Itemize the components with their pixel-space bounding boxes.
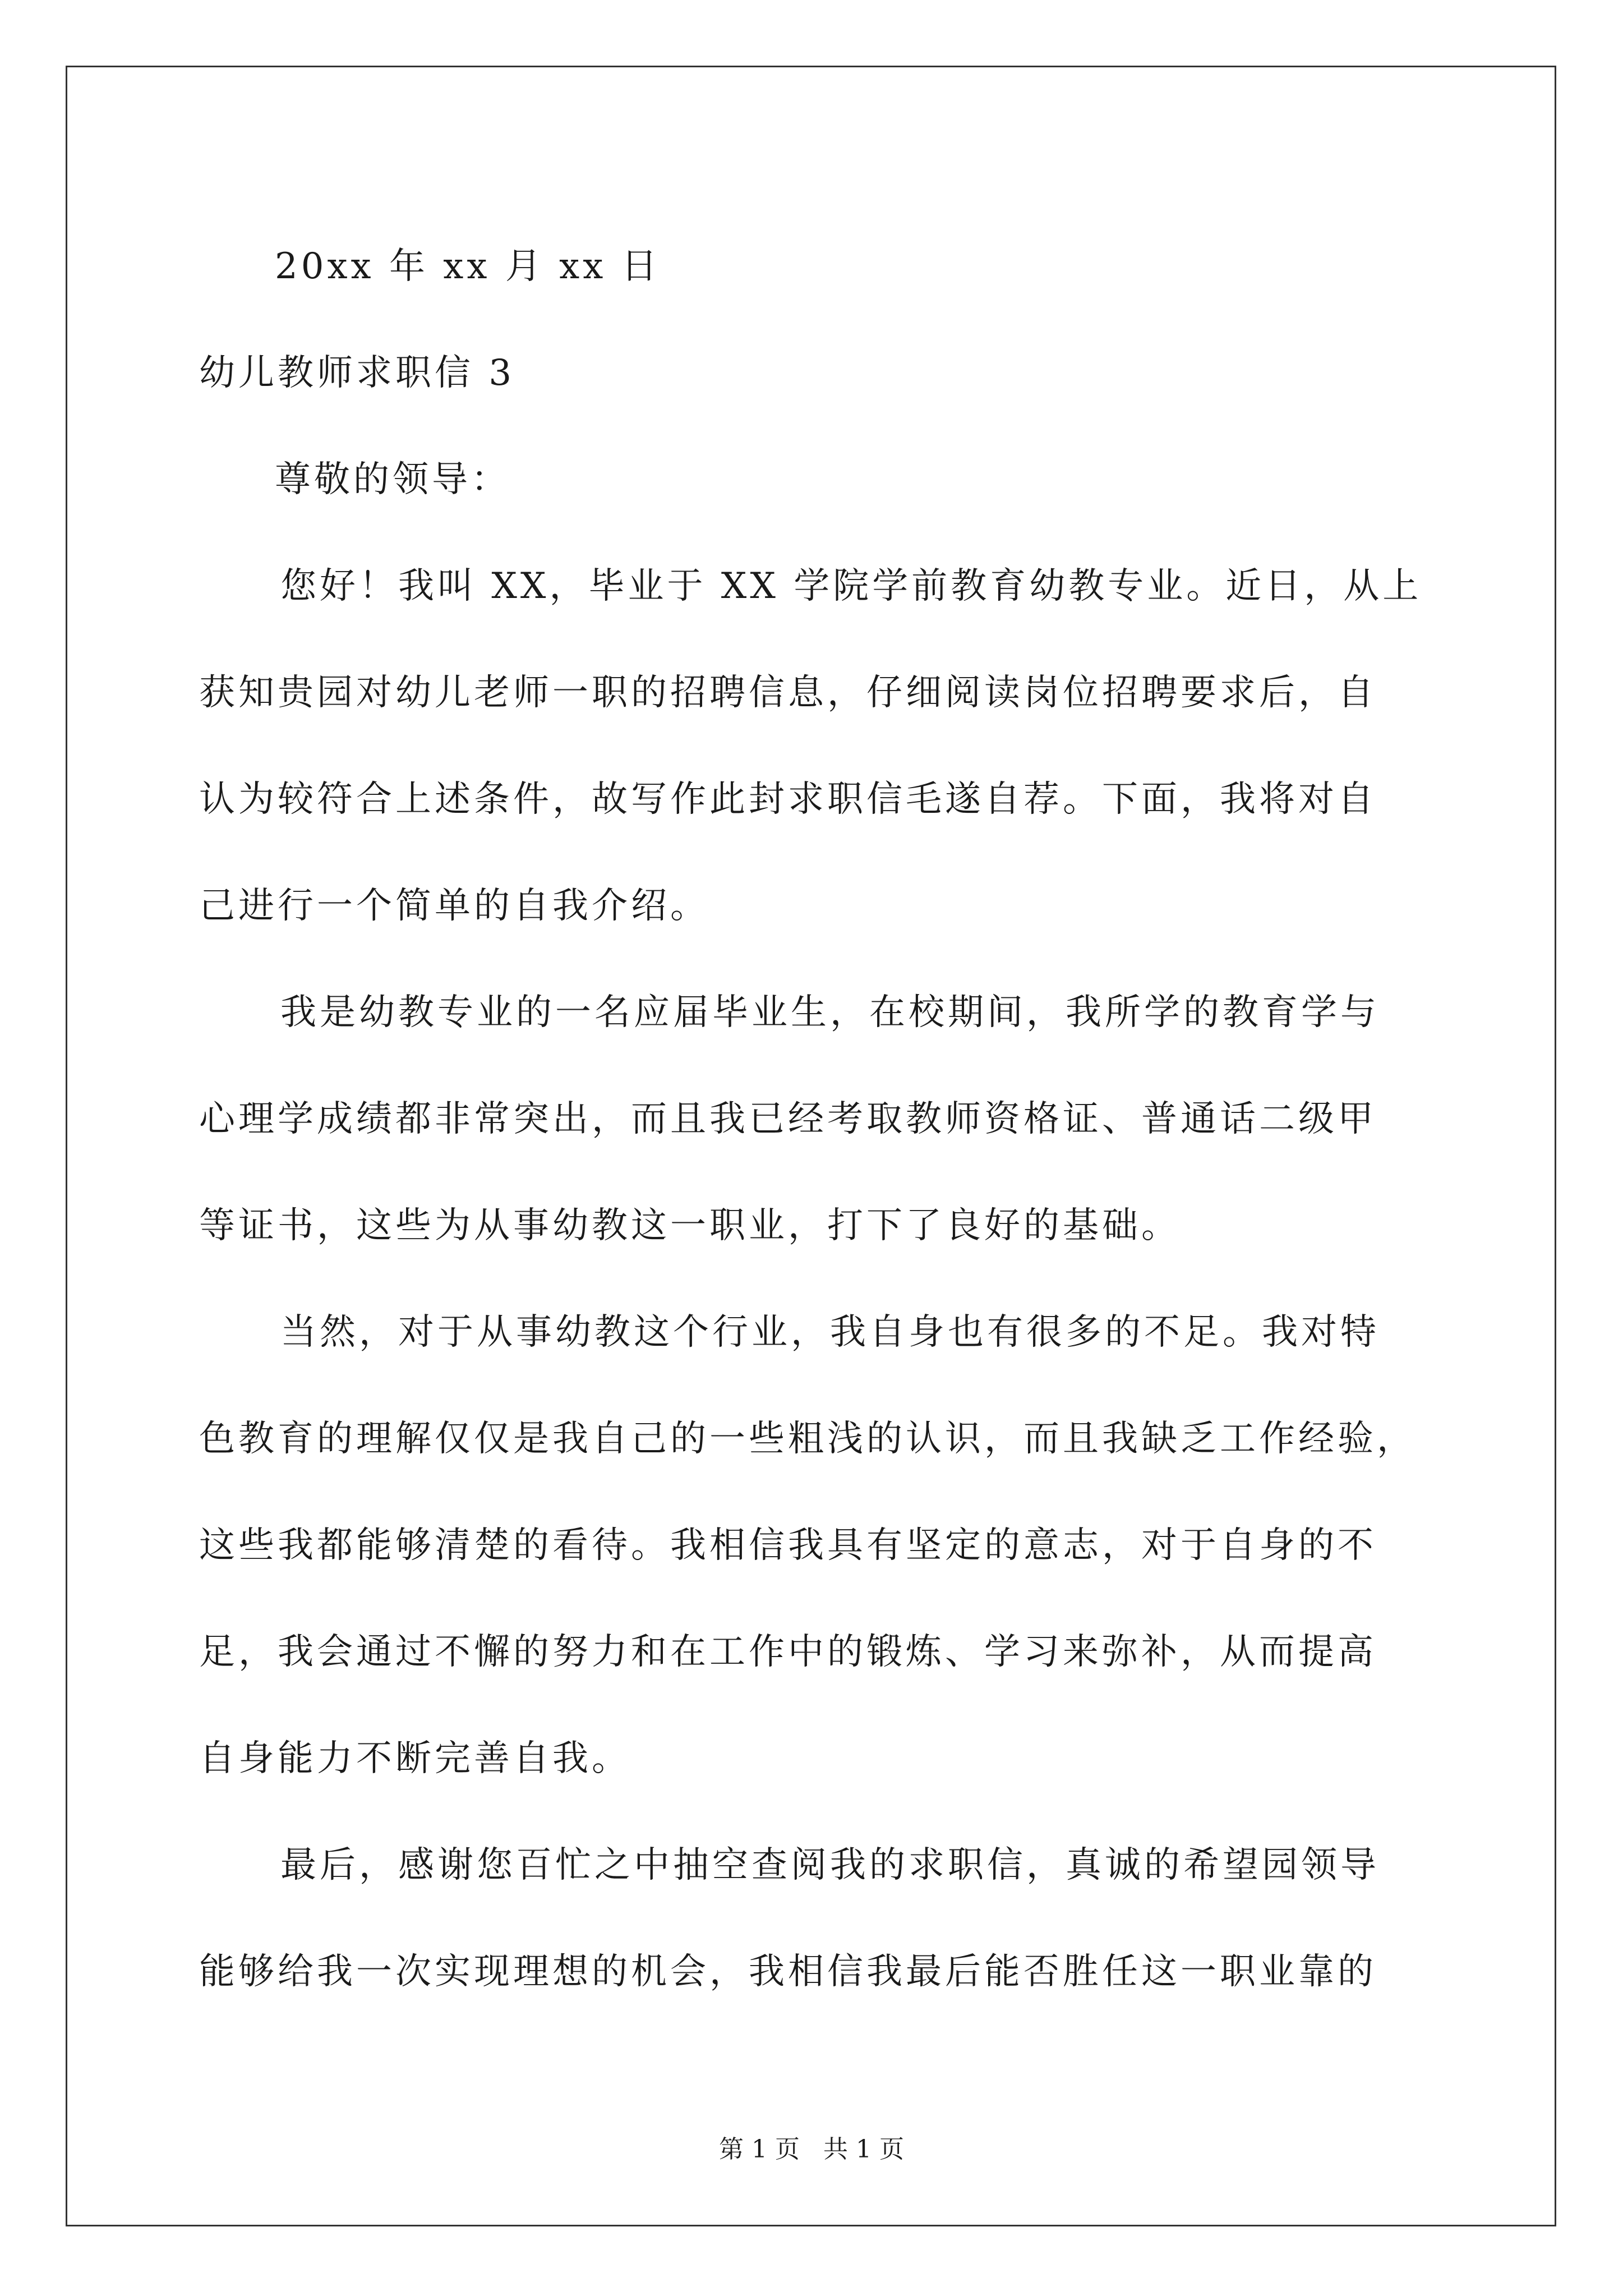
paragraph-line: 足，我会通过不懈的努力和在工作中的锻炼、学习来弥补，从而提高	[199, 1631, 1377, 1673]
letter-body	[199, 213, 1433, 2025]
paragraph-line: 您好！我叫 XX，毕业于 XX 学院学前教育幼教专业。近日，从上	[280, 565, 1422, 607]
paragraph-line: 等证书，这些为从事幼教这一职业，打下了良好的基础。	[199, 1205, 1181, 1246]
paragraph-3	[199, 1279, 1433, 1812]
letter-date: 20xx 年 xx 月 xx 日	[275, 246, 661, 287]
letter-title: 幼儿教师求职信 3	[199, 352, 515, 394]
paragraph-line: 这些我都能够清楚的看待。我相信我具有坚定的意志，对于自身的不	[199, 1525, 1377, 1566]
paragraph-line: 色教育的理解仅仅是我自己的一些粗浅的认识，而且我缺乏工作经验，	[199, 1418, 1416, 1460]
paragraph-line: 获知贵园对幼儿老师一职的招聘信息，仔细阅读岗位招聘要求后，自	[199, 672, 1377, 714]
paragraph-2	[199, 959, 1433, 1279]
paragraph-line: 最后，感谢您百忙之中抽空查阅我的求职信，真诚的希望园领导	[280, 1844, 1380, 1886]
paragraph-line: 己进行一个简单的自我介绍。	[199, 885, 709, 927]
paragraph-line: 当然，对于从事幼教这个行业，我自身也有很多的不足。我对特	[280, 1312, 1380, 1353]
paragraph-line: 心理学成绩都非常突出，而且我已经考取教师资格证、普通话二级甲	[199, 1098, 1377, 1140]
paragraph-line: 认为较符合上述条件，故写作此封求职信毛遂自荐。下面，我将对自	[199, 779, 1377, 820]
paragraph-line: 我是幼教专业的一名应届毕业生，在校期间，我所学的教育学与	[280, 992, 1380, 1033]
page-footer: 第 1 页 共 1 页	[719, 2135, 904, 2164]
letter-salutation: 尊敬的领导：	[275, 459, 510, 500]
paragraph-line: 自身能力不断完善自我。	[199, 1738, 631, 1779]
paragraph-line: 能够给我一次实现理想的机会，我相信我最后能否胜任这一职业靠的	[199, 1951, 1377, 1993]
paragraph-4	[199, 1812, 1433, 2025]
paragraph-1	[199, 533, 1433, 959]
